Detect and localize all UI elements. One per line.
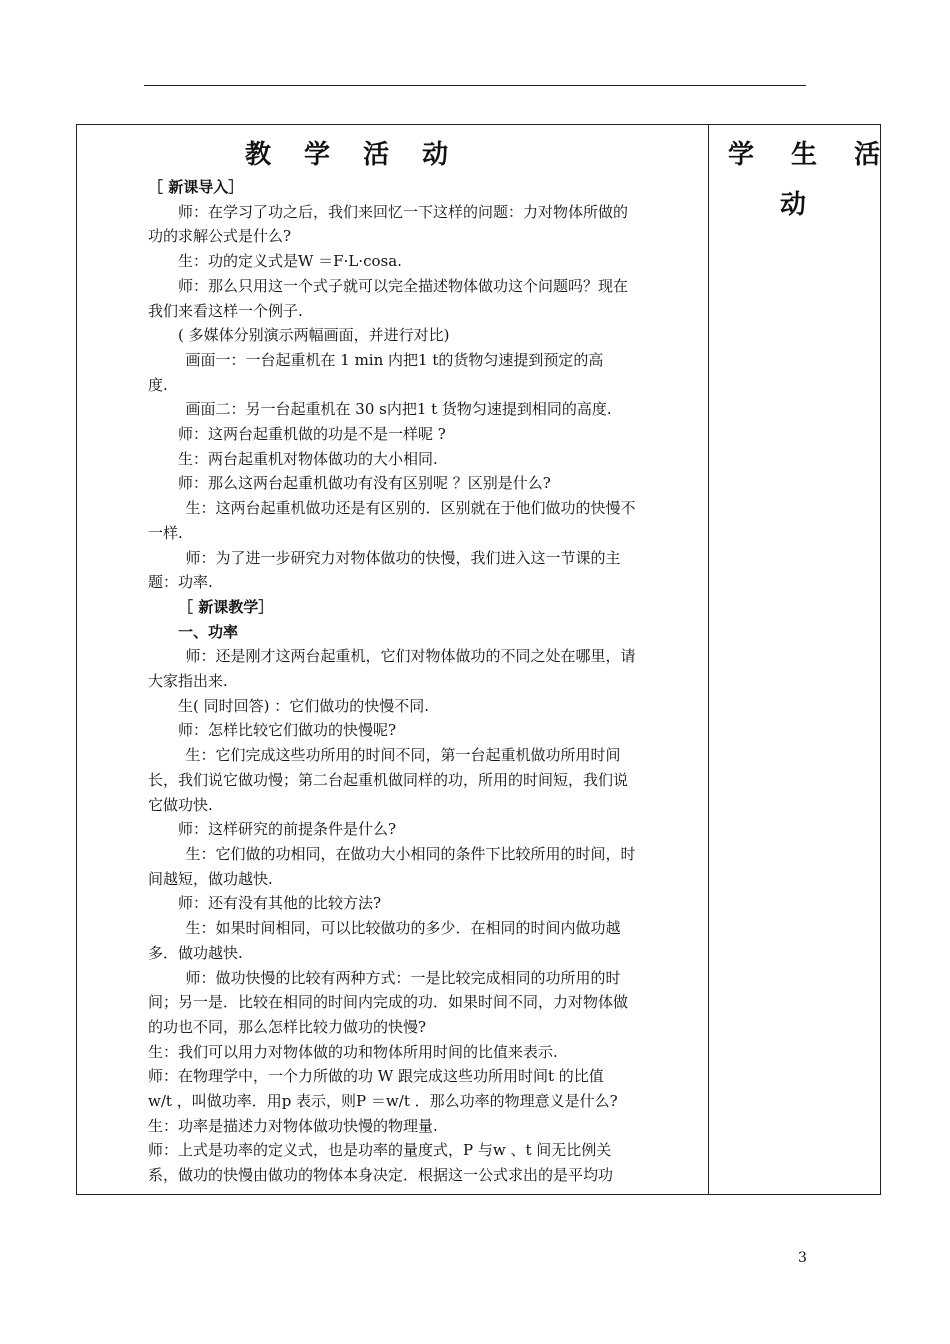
- content-line: 我们来看这样一个例子.: [148, 301, 303, 320]
- content-line: 生：它们完成这些功所用的时间不同，第一台起重机做功所用时间: [185, 746, 621, 765]
- content-line: 画面二：另一台起重机在 30 s内把1 t 货物匀速提到相同的高度.: [185, 400, 612, 419]
- content-line: 画面一：一台起重机在 1 min 内把1 t的货物匀速提到预定的高: [185, 350, 604, 369]
- teaching-activity-heading: 教 学 活 动: [245, 140, 461, 170]
- content-line: 系，做功的快慢由做功的物体本身决定．根据这一公式求出的是平均功: [148, 1166, 614, 1185]
- content-line: 生：这两台起重机做功还是有区别的．区别就在于他们做功的快慢不: [185, 499, 636, 518]
- content-line: 生：如果时间相同，可以比较做功的多少．在相同的时间内做功越: [185, 919, 621, 938]
- content-line: 师：在物理学中，一个力所做的功 W 跟完成这些功所用时间t 的比值: [148, 1067, 604, 1086]
- content-line: 师：这样研究的前提条件是什么?: [178, 820, 397, 839]
- content-line: 生：功率是描述力对物体做功快慢的物理量.: [148, 1116, 438, 1135]
- content-line: 师：上式是功率的定义式，也是功率的量度式，P 与w 、t 间无比例关: [148, 1141, 612, 1160]
- content-line: 生：我们可以用力对物体做的功和物体所用时间的比值来表示.: [148, 1042, 558, 1061]
- content-line: 大家指出来.: [148, 672, 228, 691]
- student-activity-heading-continued: 动: [780, 190, 807, 220]
- content-line: 长，我们说它做功慢；第二台起重机做同样的功，所用的时间短，我们说: [148, 770, 629, 789]
- content-line: 一样.: [148, 523, 183, 542]
- content-line: 题：功率.: [148, 573, 213, 592]
- content-line: 生：功的定义式是W ＝F·L·cosa.: [178, 252, 402, 271]
- student-activity-heading: 学 生 活: [728, 140, 895, 170]
- content-line: 的功也不同，那么怎样比较力做功的快慢?: [148, 1017, 427, 1036]
- content-line: 生：它们做的功相同，在做功大小相同的条件下比较所用的时间，时: [185, 844, 636, 863]
- content-line: 间越短，做功越快.: [148, 869, 273, 888]
- content-line: 师：这两台起重机做的功是不是一样呢 ?: [178, 425, 446, 444]
- content-line: ［ 新课导入］: [148, 178, 244, 196]
- content-line: 一、功率: [178, 622, 239, 641]
- page-number: 3: [798, 1250, 807, 1266]
- column-divider: [708, 124, 709, 1195]
- header-rule: [144, 85, 806, 86]
- content-line: 生( 同时回答) ：它们做功的快慢不同.: [178, 696, 430, 715]
- content-line: 度.: [148, 375, 168, 394]
- content-line: w/t ，叫做功率．用p 表示，则P ＝w/t ．那么功率的物理意义是什么?: [148, 1092, 618, 1111]
- content-line: 师：那么这两台起重机做功有没有区别呢 ？区别是什么?: [178, 474, 551, 493]
- content-line: 师：做功快慢的比较有两种方式：一是比较完成相同的功所用的时: [185, 968, 621, 987]
- content-line: 功的求解公式是什么?: [148, 227, 292, 246]
- lesson-content: [148, 175, 703, 1188]
- content-line: ［ 新课教学］: [178, 597, 274, 616]
- content-line: 师：还有没有其他的比较方法?: [178, 894, 382, 913]
- content-line: 它做功快.: [148, 795, 213, 814]
- content-line: 师：怎样比较它们做功的快慢呢?: [178, 721, 397, 740]
- content-line: 师：那么只用这一个式子就可以完全描述物体做功这个问题吗？现在: [178, 276, 629, 295]
- content-line: 师：在学习了功之后，我们来回忆一下这样的问题：力对物体所做的: [178, 202, 629, 221]
- content-line: 多．做功越快.: [148, 943, 243, 962]
- content-line: 师：为了进一步研究力对物体做功的快慢，我们进入这一节课的主: [185, 548, 621, 567]
- content-line: 生：两台起重机对物体做功的大小相同.: [178, 449, 438, 468]
- content-line: ( 多媒体分别演示两幅画面，并进行对比): [178, 326, 450, 345]
- content-line: 间；另一是．比较在相同的时间内完成的功．如果时间不同，力对物体做: [148, 993, 629, 1012]
- content-line: 师：还是刚才这两台起重机，它们对物体做功的不同之处在哪里，请: [185, 647, 636, 666]
